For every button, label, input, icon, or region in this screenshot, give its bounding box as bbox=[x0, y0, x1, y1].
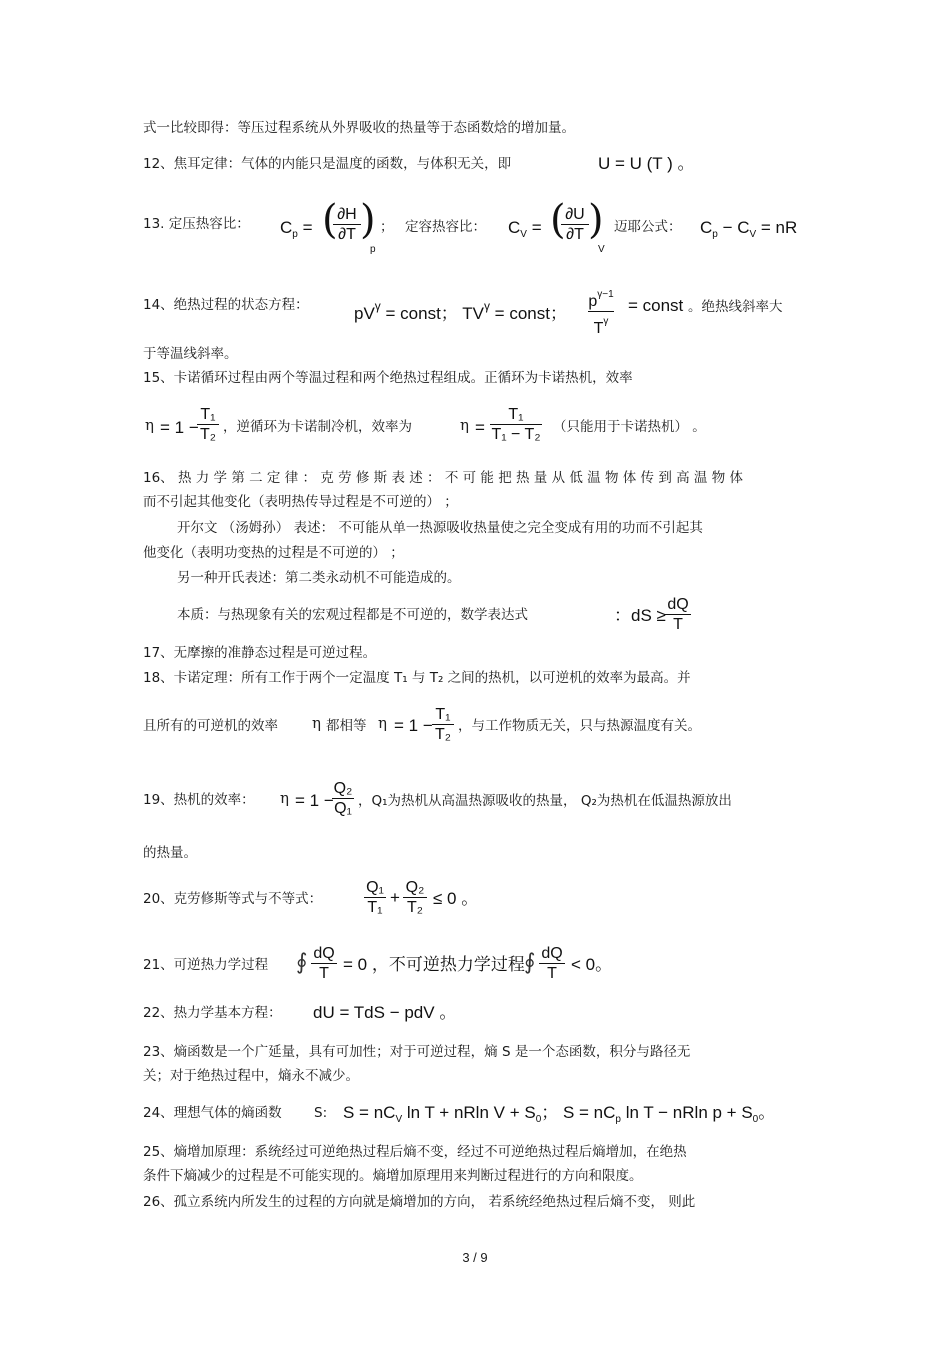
item-22-equation: dU = TdS − pdV 。 bbox=[313, 1003, 457, 1022]
item-15-eta-2: η bbox=[460, 416, 469, 434]
item-14-eq-pv: $pV^\gamma$ = const； $TV^\gamma$ = const； bbox=[354, 299, 567, 323]
item-25-line-2: 条件下熵减少的过程是不可能实现的。熵增加原理用来判断过程进行的方向和限度。 bbox=[143, 1168, 643, 1184]
item-26-text: 26、孤立系统内所发生的过程的方向就是熵增加的方向， 若系统经绝热过程后熵不变， 则此 bbox=[143, 1194, 696, 1210]
item-20-tail: ≤ 0 。 bbox=[433, 889, 479, 908]
page-number: 3 / 9 bbox=[462, 1250, 488, 1265]
item-14-label: 14、绝热过程的状态方程： bbox=[143, 297, 309, 313]
item-19-fraction: $\frac{\text{Q₂}}{\text{Q₁}}$ bbox=[333, 780, 353, 817]
item-13-paren-right-2: ) bbox=[588, 197, 604, 243]
item-13-label-cp: 13. 定压热容比： bbox=[143, 216, 250, 232]
item-13-p-subscript: p bbox=[370, 244, 376, 255]
item-18-eta: η bbox=[312, 714, 321, 732]
item-18-line-2a: 且所有的可逆机的效率 bbox=[143, 718, 278, 734]
item-13-paren-left-2: ( bbox=[550, 197, 566, 243]
item-16-dq-over-t-fraction: $\frac{dQ}{T}$ bbox=[665, 595, 691, 634]
item-21-fraction-2: $\frac{dQ}{T}$ bbox=[539, 944, 565, 983]
item-21-label: 21、可逆热力学过程 bbox=[143, 957, 269, 973]
item-15-text: 15、卡诺循环过程由两个等温过程和两个绝热过程组成。正循环为卡诺热机，效率 bbox=[143, 370, 633, 386]
contour-integral-icon: ∮ bbox=[296, 950, 308, 975]
item-15-mid: ，逆循环为卡诺制冷机，效率为 bbox=[223, 419, 412, 435]
item-19-tail: ，Q₁为热机从高温热源吸收的热量， Q₂为热机在低温热源放出 bbox=[358, 793, 732, 809]
item-23-line-2: 关；对于绝热过程中，熵永不减少。 bbox=[143, 1068, 359, 1084]
item-19-eta: η bbox=[280, 789, 289, 807]
item-14-p-over-t-fraction: $\frac{p^{\gamma-1}}{T^\gamma}$ bbox=[588, 289, 614, 337]
item-19-equation: = 1 − bbox=[295, 791, 334, 810]
item-19-label: 19、热机的效率： bbox=[143, 792, 255, 808]
item-15-fraction-1: $\frac{\text{T₁}}{\text{T₂}}$ bbox=[197, 405, 219, 444]
item-16-line-1: 16、 热 力 学 第 二 定 律 ： 克 劳 修 斯 表 述 ： 不 可 能 把 热 量 从 低 温 物 体 传 到 高 温 物 体 bbox=[143, 470, 743, 486]
item-18-line-1: 18、卡诺定理：所有工作于两个一定温度 T₁ 与 T₂ 之间的热机，以可逆机的效率为最高。并 bbox=[143, 670, 691, 686]
item-12-equation: U = U (T ) 。 bbox=[598, 154, 695, 173]
item-20-label: 20、克劳修斯等式与不等式： bbox=[143, 891, 323, 907]
item-20-fraction-1: $\frac{\text{Q₁}}{\text{T₁}}$ bbox=[364, 878, 386, 917]
item-14-tail: 。绝热线斜率大 bbox=[688, 299, 783, 315]
item-15-eq-2: = bbox=[475, 418, 485, 437]
item-13-cv: $C_V$ = bbox=[508, 218, 542, 240]
item-15-eq-1: = 1 − bbox=[160, 418, 199, 437]
item-12-text: 12、焦耳定律：气体的内能只是温度的函数，与体积无关，即 bbox=[143, 156, 512, 172]
item-16-line-6: 本质：与热现象有关的宏观过程都是不可逆的，数学表达式 bbox=[177, 607, 528, 623]
item-18-eta-2: η bbox=[378, 714, 387, 732]
item-15-fraction-2: $\frac{\text{T₁}}{\text{T₁ − T₂}}$ bbox=[491, 406, 541, 443]
item-18-tail: ，与工作物质无关，只与热源温度有关。 bbox=[458, 718, 701, 734]
item-13-label-cv: 定容热容比： bbox=[405, 219, 486, 235]
item-16-line-4: 他变化（表明功变热的过程是不可逆的） ； bbox=[143, 545, 404, 561]
item-24-s-label: S: bbox=[314, 1105, 328, 1121]
item-18-fraction: $\frac{\text{T₁}}{\text{T₂}}$ bbox=[432, 705, 454, 744]
text-line-intro: 式一比较即得：等压过程系统从外界吸收的热量等于态函数焓的增加量。 bbox=[143, 120, 575, 136]
item-25-line-1: 25、熵增加原理：系统经过可逆绝热过程后熵不变，经过不可逆绝热过程后熵增加，在绝热 bbox=[143, 1144, 687, 1160]
item-18-line-2b: 都相等 bbox=[326, 718, 367, 734]
item-23-line-1: 23、熵函数是一个广延量，具有可加性；对于可逆过程，熵 S 是一个态函数，积分与路径无 bbox=[143, 1044, 691, 1060]
contour-integral-icon-2: ∮ bbox=[524, 950, 536, 975]
item-21-eq-1: = 0 ，不可逆热力学过程 bbox=[343, 955, 525, 974]
item-13-dh-dt-fraction: $\frac{\partial H}{\partial T}$ bbox=[333, 205, 361, 244]
item-21-fraction-1: $\frac{dQ}{T}$ bbox=[311, 944, 337, 983]
item-13-v-subscript: V bbox=[598, 244, 605, 255]
item-13-cp: $C_p$ = bbox=[280, 218, 313, 240]
item-15-eta: η bbox=[145, 416, 154, 434]
item-24-label: 24、理想气体的熵函数 bbox=[143, 1105, 282, 1121]
item-16-line-2: 而不引起其他变化（表明热传导过程是不可逆的） ； bbox=[143, 494, 458, 510]
item-17-text: 17、无摩擦的准静态过程是可逆过程。 bbox=[143, 645, 377, 661]
item-18-equation: = 1 − bbox=[394, 716, 433, 735]
item-19-line-2: 的热量。 bbox=[143, 845, 197, 861]
item-13-paren-left: ( bbox=[322, 197, 338, 243]
item-16-line-3: 开尔文 （汤姆孙） 表述： 不可能从单一热源吸收热量使之完全变成有用的功而不引起其 bbox=[177, 520, 703, 536]
item-15-tail: （只能用于卡诺热机） 。 bbox=[553, 419, 706, 435]
item-13-mayer-equation: $C_p - C_V$ = nR bbox=[700, 218, 798, 240]
item-13-semicolon: ； bbox=[380, 219, 394, 235]
item-20-fraction-2: $\frac{\text{Q₂}}{\text{T₂}}$ bbox=[403, 878, 427, 917]
item-16-line-5: 另一种开氏表述：第二类永动机不可能造成的。 bbox=[177, 570, 461, 586]
item-14-const-3: = const bbox=[628, 296, 684, 315]
item-20-plus: + bbox=[390, 888, 400, 907]
item-14-line-2: 于等温线斜率。 bbox=[143, 346, 238, 362]
item-16-equation: ：dS ≥ bbox=[614, 606, 666, 625]
item-22-label: 22、热力学基本方程： bbox=[143, 1005, 282, 1021]
item-24-equation: $S = nC_V$ ln T + nRln $V + S_0$； $S = nC_p$ ln T − nRln $p + S_0$。 bbox=[343, 1103, 776, 1125]
item-13-du-dt-fraction: $\frac{\partial U}{\partial T}$ bbox=[561, 205, 589, 244]
item-13-paren-right: ) bbox=[360, 197, 376, 243]
item-21-eq-2: < 0。 bbox=[571, 955, 613, 974]
item-13-label-mayer: 迈耶公式： bbox=[614, 219, 682, 235]
